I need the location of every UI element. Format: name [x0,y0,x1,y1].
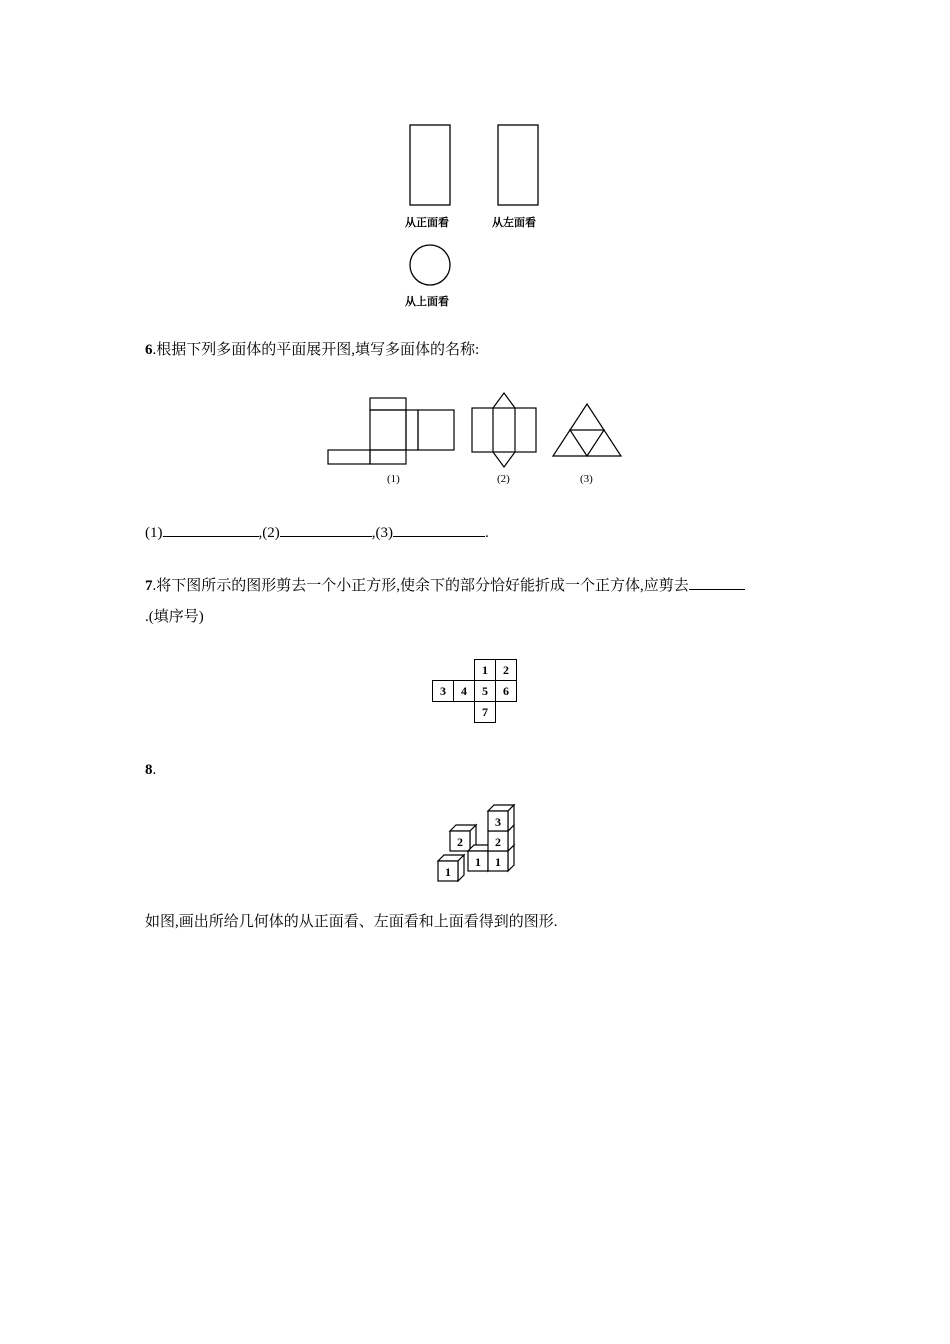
q6-answer-2-blank[interactable] [280,522,372,537]
left-view-label: 从左面看 [492,216,536,229]
front-view-label: 从正面看 [405,216,449,229]
q6-nets-figure [320,388,630,470]
cube-label-back-left: 2 [457,835,463,849]
q8-number: 8 [145,762,153,778]
net-3 [553,404,621,456]
q6-answer-1-blank[interactable] [163,522,259,537]
q8-text: 如图,画出所给几何体的从正面看、左面看和上面看得到的图形. [145,914,558,930]
q6-answer-3-blank[interactable] [393,522,485,537]
q6-answer-1-label: (1) [145,525,163,541]
q8-question [145,760,156,780]
q7-cell-1: 1 [474,659,496,681]
net-1-label: (1) [387,473,400,485]
q6-answer-line [145,522,489,543]
q7-question [145,575,745,596]
q7-cell-3: 3 [432,680,454,702]
net-2-label: (2) [497,473,510,485]
q8-dot: . [152,762,157,778]
cube-label-right-middle: 2 [495,835,501,849]
q7-number: 7 [145,578,153,594]
three-views-figure [400,118,550,288]
net-3-label: (3) [580,473,593,485]
q7-net-figure [432,659,520,725]
top-view-label: 从上面看 [405,295,449,308]
q6-number: 6 [145,342,153,358]
cube-label-middle: 1 [475,855,481,869]
q6-answer-3-label: ,(3) [371,525,393,541]
q8-cubes-figure [430,800,530,886]
q6-answer-end: . [485,525,489,541]
q6-text: .根据下列多面体的平面展开图,填写多面体的名称: [152,342,480,358]
q7-cell-4: 4 [453,680,475,702]
left-view-rect [498,125,538,205]
front-view-rect [410,125,450,205]
top-view-circle [410,245,450,285]
q7-text: .将下图所示的图形剪去一个小正方形,使余下的部分恰好能折成一个正方体,应剪去 [152,578,689,594]
cube-label-right-bottom: 1 [495,855,501,869]
net-1 [328,398,454,464]
cube-label-front-left: 1 [445,865,451,879]
cube-label-right-top: 3 [495,815,501,829]
q7-cell-6: 6 [495,680,517,702]
q7-answer-blank[interactable] [689,575,745,590]
net-2 [472,393,536,467]
q7-cell-5: 5 [474,680,496,702]
q7-cell-2: 2 [495,659,517,681]
q6-answer-2-label: ,(2) [258,525,280,541]
q7-cell-7: 7 [474,701,496,723]
q7-text-cont: .(填序号) [145,609,204,625]
q6-question [145,340,479,360]
